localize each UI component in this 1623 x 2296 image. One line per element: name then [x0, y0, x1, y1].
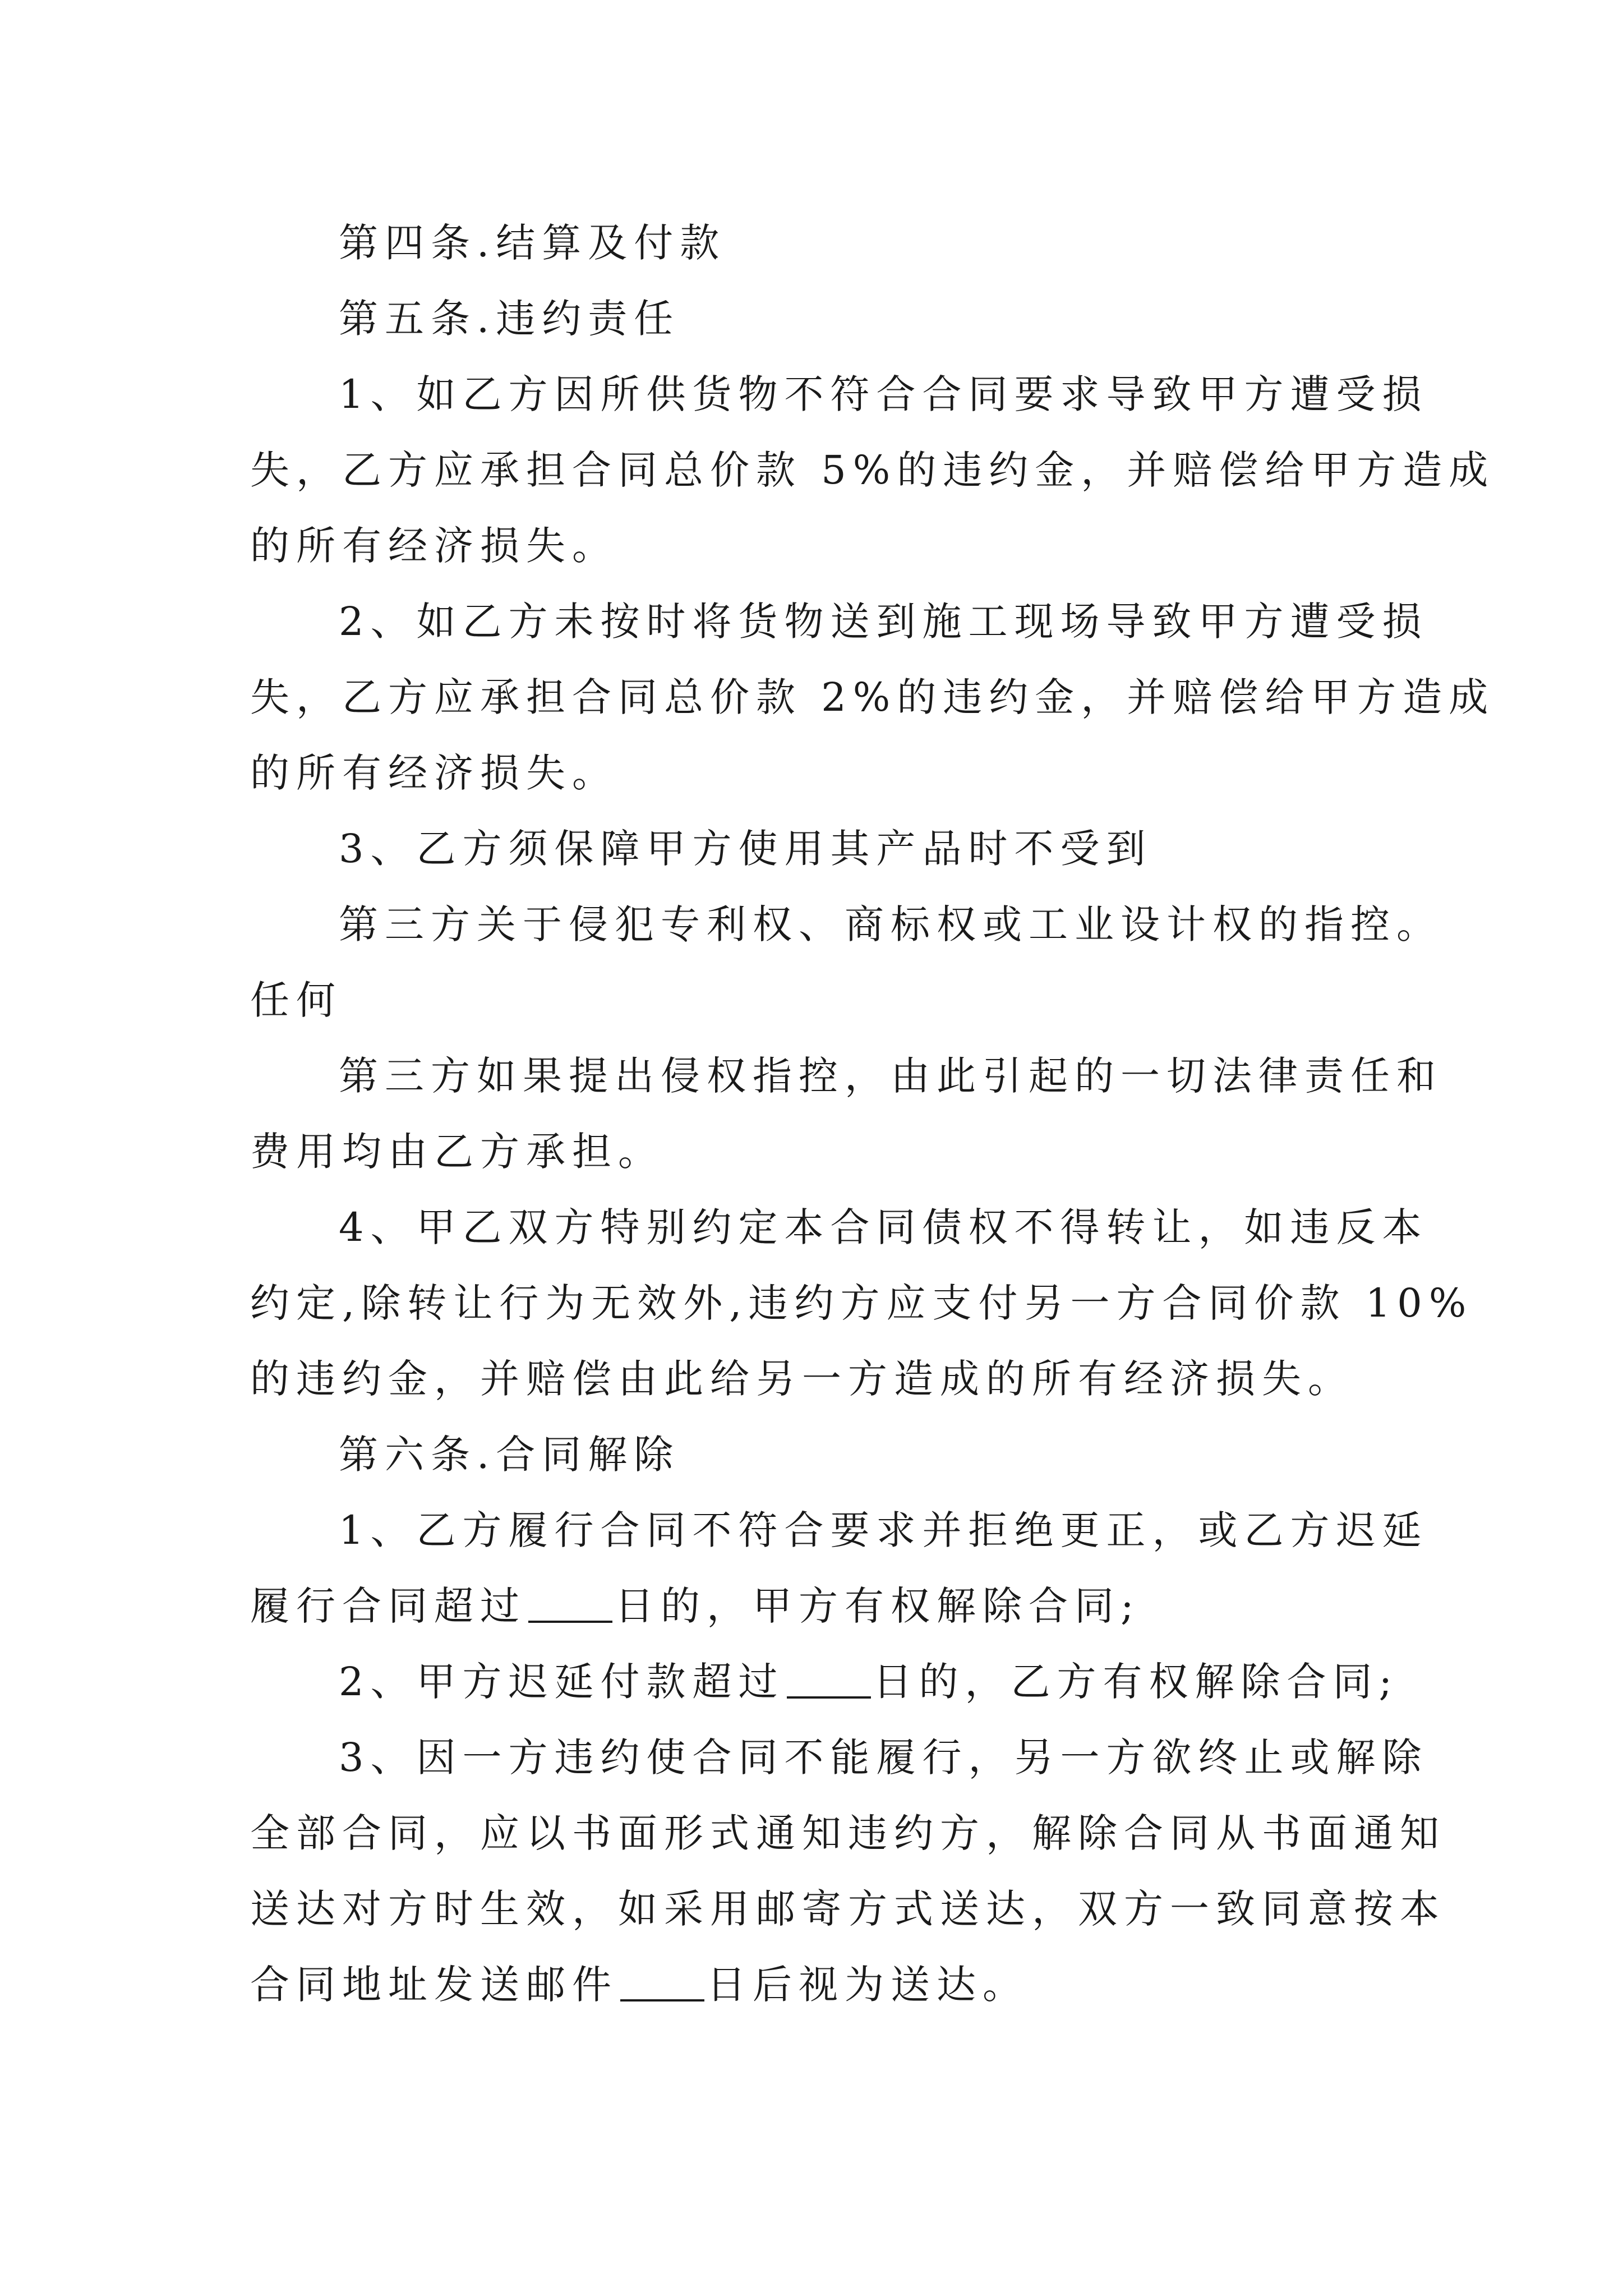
- paragraph-line: 3、因一方违约使合同不能履行，另一方欲终止或解除: [339, 1734, 1428, 1780]
- paragraph-line: 约定,除转让行为无效外,违约方应支付另一方合同价款 10%: [250, 1280, 1473, 1326]
- paragraph-line: 失，乙方应承担合同总价款 2%的违约金，并赔偿给甲方造成: [250, 674, 1495, 720]
- paragraph-line: 第三方如果提出侵权指控，由此引起的一切法律责任和: [339, 1053, 1442, 1099]
- text-segment: 日的，乙方有权解除合同;: [873, 1659, 1399, 1705]
- paragraph-line-with-blank: [339, 1654, 1399, 1710]
- fill-in-blank: [528, 1587, 612, 1623]
- article-5-heading: 第五条.违约责任: [339, 296, 680, 342]
- paragraph-line: 费用均由乙方承担。: [250, 1129, 664, 1175]
- text-segment: 2、甲方迟延付款超过: [339, 1659, 785, 1705]
- paragraph-line: 的违约金，并赔偿由此给另一方造成的所有经济损失。: [250, 1356, 1354, 1402]
- article-4-heading: 第四条.结算及付款: [339, 220, 726, 266]
- paragraph-line: 1、如乙方因所供货物不符合合同要求导致甲方遭受损: [339, 371, 1428, 417]
- paragraph-line: 1、乙方履行合同不符合要求并拒绝更正，或乙方迟延: [339, 1507, 1428, 1553]
- text-segment: 履行合同超过: [250, 1583, 526, 1629]
- text-segment: 合同地址发送邮件: [250, 1962, 618, 2008]
- paragraph-line: 的所有经济损失。: [250, 750, 618, 796]
- fill-in-blank: [787, 1663, 871, 1699]
- paragraph-line-with-blank: [250, 1957, 1029, 2013]
- fill-in-blank: [620, 1966, 704, 2001]
- paragraph-line: 任何: [250, 977, 342, 1023]
- paragraph-line: 3、乙方须保障甲方使用其产品时不受到: [339, 826, 1152, 872]
- paragraph-line: 4、甲乙双方特别约定本合同债权不得转让，如违反本: [339, 1204, 1428, 1250]
- text-segment: 日后视为送达。: [707, 1962, 1029, 2008]
- paragraph-line: 送达对方时生效，如采用邮寄方式送达，双方一致同意按本: [250, 1886, 1446, 1932]
- paragraph-line: 全部合同，应以书面形式通知违约方，解除合同从书面通知: [250, 1810, 1446, 1856]
- paragraph-line: 的所有经济损失。: [250, 523, 618, 569]
- text-segment: 日的，甲方有权解除合同;: [615, 1583, 1141, 1629]
- paragraph-line: 2、如乙方未按时将货物送到施工现场导致甲方遭受损: [339, 599, 1428, 645]
- paragraph-line-with-blank: [250, 1578, 1141, 1634]
- paragraph-line: 失，乙方应承担合同总价款 5%的违约金，并赔偿给甲方造成: [250, 447, 1495, 493]
- article-6-heading: 第六条.合同解除: [339, 1432, 680, 1478]
- paragraph-line: 第三方关于侵犯专利权、商标权或工业设计权的指控。: [339, 901, 1442, 947]
